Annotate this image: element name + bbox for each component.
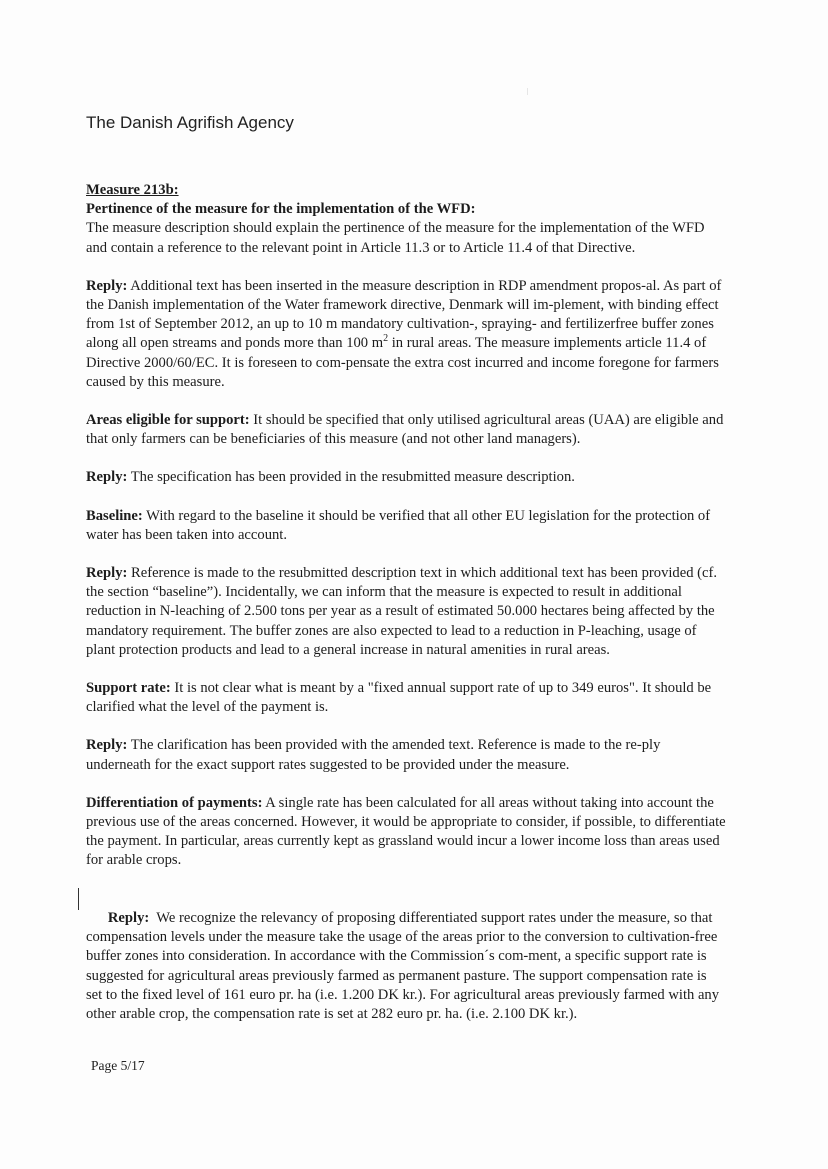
reply-text: Reference is made to the resubmitted description text in which additional text has been provided (cf. the section “baseline”). Incidentally, we can inform that the measure is expected to result in additional reduction in N-leaching of 2.500 tons per year as a result of estimated 50.000 hectares being affected by the mandatory requirement. The buffer zones are also expected to lead to a reduction in P-leaching, usage of plant protection products and lead to a general increase in natural amenities in rural areas. — [86, 565, 718, 658]
eligibility-label: Areas eligible for support: — [86, 412, 250, 429]
differentiation-paragraph — [86, 794, 726, 871]
support-rate-label: Support rate: — [86, 680, 171, 697]
reply-text: We recognize the relevancy of proposing differentiated support rates under the measure, so that compensation levels under the measure take the usage of the areas prior to the conversion to cultivation-free buffer zones into consideration. In accordance with the Commission´s com-ment, a specific support rate is suggested for agricultural areas previously farmed as permanent pasture. The support compensation rate is set to the fixed level of 161 euro pr. ha (i.e. 1.200 DK kr.). For agricultural areas previously farmed with any other arable crop, the compensation rate is set at 282 euro pr. ha. (i.e. 2.100 DK kr.). — [86, 909, 723, 1022]
reply-paragraph — [86, 890, 726, 1044]
baseline-paragraph — [86, 507, 726, 545]
measure-title: Measure 213b: — [86, 182, 179, 198]
measure-intro-block — [86, 181, 726, 258]
eligibility-paragraph — [86, 411, 726, 449]
support-rate-paragraph — [86, 679, 726, 717]
scan-artifact — [527, 88, 528, 95]
reply-paragraph — [86, 277, 726, 392]
pertinence-heading: Pertinence of the measure for the implementation of the WFD: — [86, 201, 476, 218]
reply-label: Reply: — [86, 469, 128, 486]
reply-text: The clarification has been provided with the amended text. Reference is made to the re-ply underneath for the exact support rates suggested to be provided under the measure. — [86, 737, 661, 773]
reply-label: Reply: — [86, 277, 128, 294]
reply-label: Reply: — [86, 565, 128, 582]
reply-text: Additional text has been inserted in the measure description in RDP amendment propos-al. As part of the Danish implementation of the Water framework directive, Denmark will im-plement, with binding effect from 1st of September 2012, an up to 10 m mandatory cultivation-, spraying- and fertilizerfree buffer zones along all open streams and ponds more than 100 m — [86, 277, 722, 352]
baseline-text: With regard to the baseline it should be verified that all other EU legislation for the protection of water has been taken into account. — [86, 507, 711, 543]
document-body — [86, 181, 726, 1062]
superscript-unit: 2 — [383, 333, 389, 345]
margin-mark — [78, 888, 79, 910]
differentiation-label: Differentiation of payments: — [86, 794, 263, 811]
differentiation-text: A single rate has been calculated for all areas without taking into account the previous use of the areas concerned. However, it would be appropriate to consider, if possible, to differentiate the payment. In particular, areas currently kept as grassland would incur a lower income loss than areas used for arable crops. — [86, 794, 726, 869]
eligibility-text: It should be specified that only utilised agricultural areas (UAA) are eligible and that only farmers can be beneficiaries of this measure (and not other land managers). — [86, 412, 724, 448]
page-number: Page 5/17 — [91, 1058, 145, 1073]
pertinence-text: The measure description should explain the pertinence of the measure for the implementation of the WFD and contain a reference to the relevant point in Article 11.3 or to Article 11.4 of that Directive. — [86, 220, 705, 256]
baseline-label: Baseline: — [86, 507, 143, 524]
reply-text: The specification has been provided in the resubmitted measure description. — [127, 469, 575, 486]
agency-header: The Danish Agrifish Agency — [86, 113, 294, 132]
reply-paragraph — [86, 468, 726, 487]
reply-text-continued: in rural areas. The measure implements article 11.4 of Directive 2000/60/EC. It is foreseen to com-pensate the extra cost incurred and income foregone for farmers caused by this measure. — [86, 335, 719, 390]
support-rate-text: It is not clear what is meant by a "fixed annual support rate of up to 349 euros". It should be clarified what the level of the payment is. — [86, 680, 712, 716]
reply-paragraph — [86, 736, 726, 774]
reply-paragraph — [86, 564, 726, 660]
reply-label: Reply: — [86, 737, 128, 754]
reply-label: Reply: — [107, 909, 150, 926]
